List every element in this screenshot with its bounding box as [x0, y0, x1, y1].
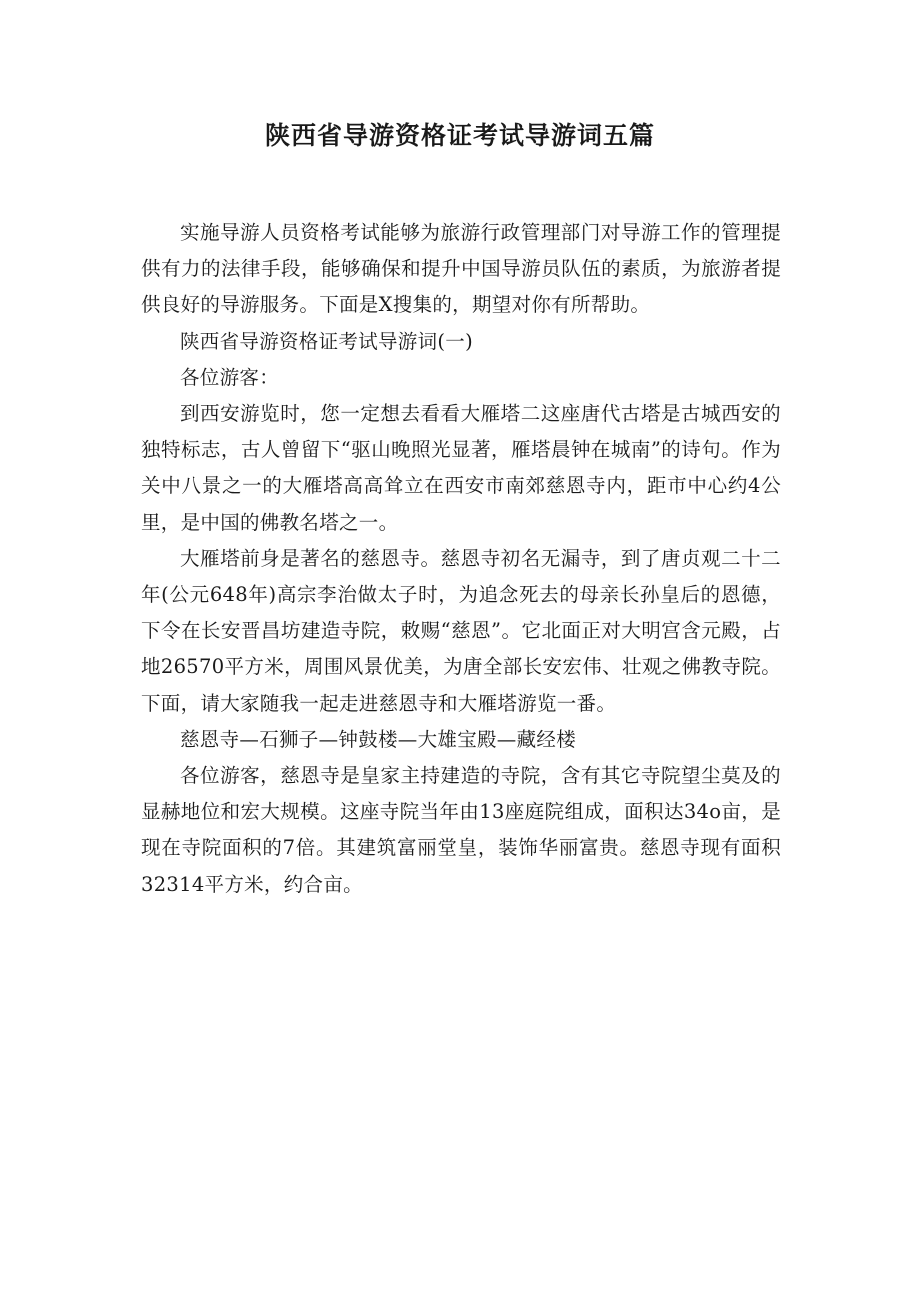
body-paragraph: 各位游客，慈恩寺是皇家主持建造的寺院，含有其它寺院望尘莫及的显赫地位和宏大规模。这座寺院当年由13座庭院组成，面积达34o亩，是现在寺院面积的7倍。其建筑富丽堂皇，装饰华丽富贵。慈恩寺现有面积32314平方米，约合亩。	[141, 764, 781, 896]
body-paragraph: 到西安游览时，您一定想去看看大雁塔二这座唐代古塔是古城西安的独特标志，古人曾留下“驱山晚照光显著，雁塔晨钟在城南”的诗句。作为关中八景之一的大雁塔高高耸立在西安市南郊慈恩寺内，距市中心约4公里，是中国的佛教名塔之一。	[141, 402, 781, 534]
body-paragraph: 大雁塔前身是著名的慈恩寺。慈恩寺初名无漏寺，到了唐贞观二十二年(公元648年)高宗李治做太子时，为追念死去的母亲长孙皇后的恩德，下令在长安晋昌坊建造寺院，敕赐“慈恩”。它北面正对大明宫含元殿，占地26570平方米，周围风景优美，为唐全部长安宏伟、壮观之佛教寺院。下面，请大家随我一起走进慈恩寺和大雁塔游览一番。	[141, 546, 781, 715]
route-line: 慈恩寺—石狮子—钟鼓楼—大雄宝殿—藏经楼	[180, 727, 576, 751]
document-title: 陕西省导游资格证考试导游词五篇	[264, 121, 655, 150]
section-heading: 陕西省导游资格证考试导游词(一)	[180, 329, 474, 353]
document-body	[141, 215, 781, 903]
intro-paragraph: 实施导游人员资格考试能够为旅游行政管理部门对导游工作的管理提供有力的法律手段，能够确保和提升中国导游员队伍的素质，为旅游者提供良好的导游服务。下面是X搜集的，期望对你有所帮助。	[141, 221, 781, 317]
greeting-line: 各位游客：	[180, 365, 280, 389]
